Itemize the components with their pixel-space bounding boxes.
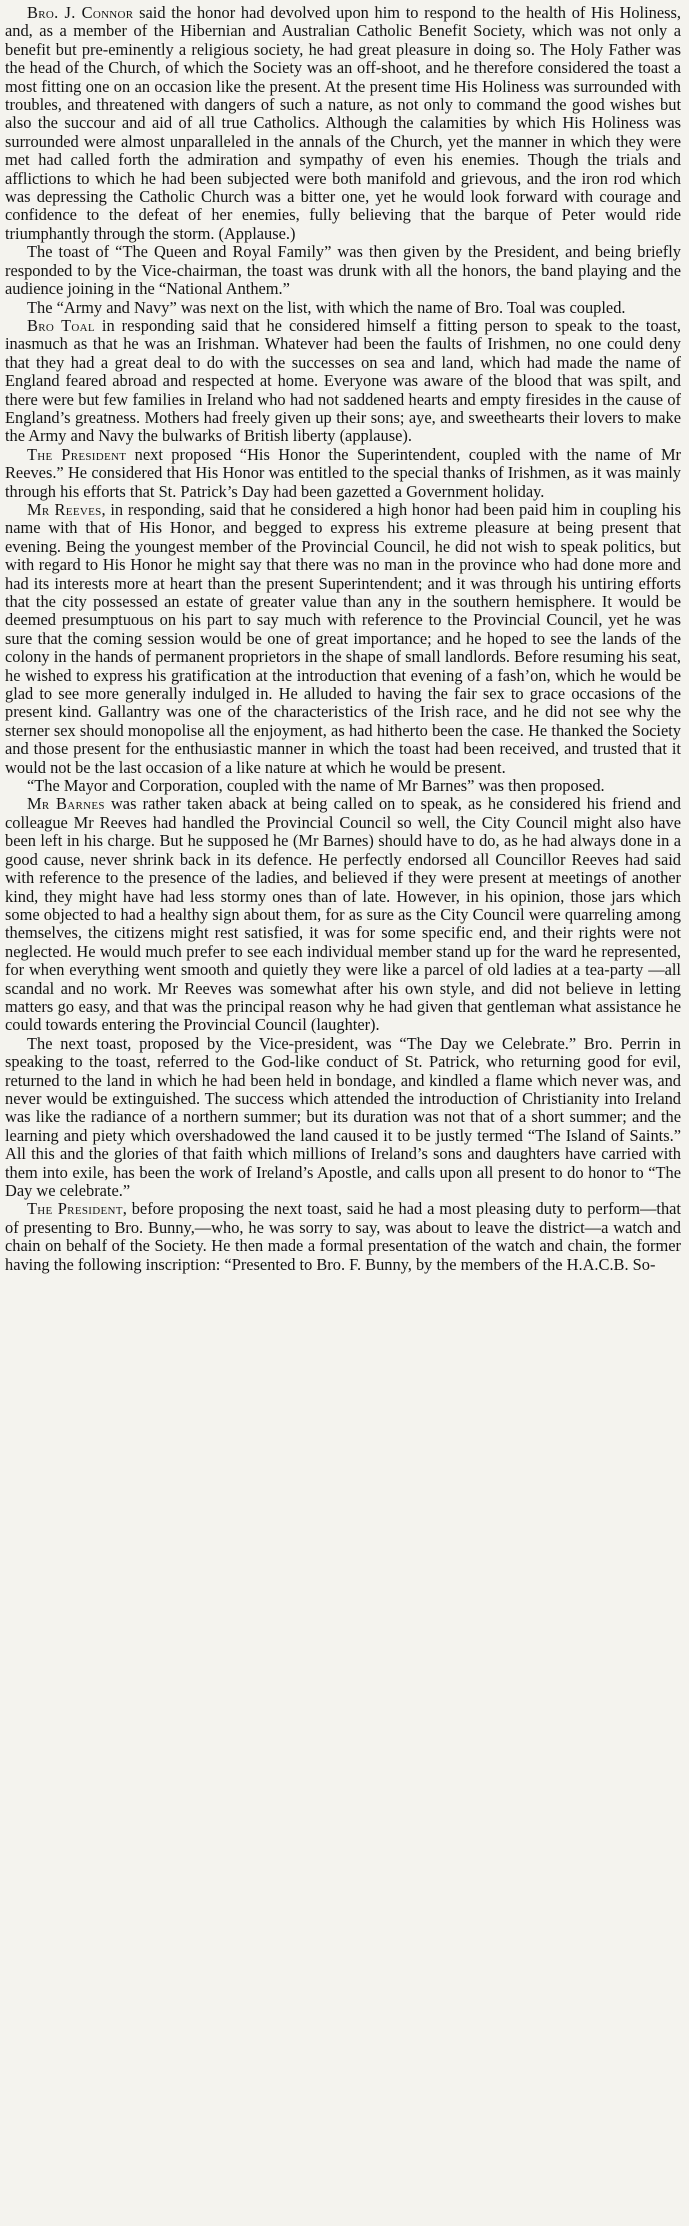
paragraph-text: in responding said that he considered himself a fitting person to speak to the toast, inasmuch as that he was an Irishman. Whatever had been the faults of Irishmen, no one could deny that they had a great deal to do with the successes on sea and land, which had made the name of England feared abroad and respected at home. Everyone was aware of the blood that was spilt, and there were but few families in Ireland who had not saddened hearts and empty firesides in the cause of England’s greatness. Mothers had freely given up their sons; aye, and sweethearts their lovers to make the Army and Navy the bulwarks of British liberty (applause). [5, 315, 681, 446]
paragraph-army-navy [5, 299, 681, 317]
paragraph-text: next proposed “His Honor the Superintendent, coupled with the name of Mr Reeves.” He considered that His Honor was entitled to the special thanks of Irishmen, as it was mainly through his efforts that St. Patrick’s Day had been gazetted a Government holiday. [5, 444, 681, 501]
article-column [5, 4, 681, 2222]
paragraph-queen-toast [5, 243, 681, 298]
paragraph-text: The toast of “The Queen and Royal Family” was then given by the President, and being briefly responded to by the Vice-chairman, the toast was drunk with all the honors, the band playing and the audience joining in the “National Anthem.” [5, 242, 681, 299]
speaker-name: Bro Toal [27, 315, 95, 335]
speaker-name: The President [27, 444, 127, 464]
speaker-name: The President [27, 1199, 123, 1219]
paragraph-text: , before proposing the next toast, said he had a most pleasing duty to perform—that of presenting to Bro. Bunny,—who, he was sorry to say, was about to leave the district—a watch and chain on behalf of the Society. He then made a formal presentation of the watch and chain, the former having the following inscription: “Presented to Bro. F. Bunny, by the members of the H.A.C.B. So- [5, 1199, 681, 1274]
speaker-name: Bro. J. Connor [27, 4, 134, 22]
paragraph-reeves [5, 501, 681, 777]
paragraph-toal [5, 317, 681, 446]
paragraph-text: , in responding, said that he considered a high honor had been paid him in coupling his name with that of His Honor, and begged to express his extreme pleasure at being present that evening. Being the youngest member of the Provincial Council, he did not wish to speak politics, but with regard to His Honor he might say that there was no man in the province who had done more and had its interests more at heart than the present Superintendent; and it was through his untiring efforts that the city possessed an estate of greater value than any in the southern hemisphere. It would be deemed presumptuous on his part to say much with reference to the Provincial Council, yet he was sure that the coming session would be one of great importance; and he hoped to see the lands of the colony in the hands of permanent proprietors in the shape of small landlords. Before resuming his seat, he wished to express his gratification at the introduction that evening of a fash’on, which he would be glad to see more generally indulged in. He alluded to having the fair sex to grace occasions of the present kind. Gallantry was one of the characteristics of the Irish race, and he did not see why the sterner sex should monopolise all the enjoyment, as had hitherto been the case. He thanked the Society and those present for the enthusiastic manner in which the toast had been received, and trusted that it would not be the last occasion of a like nature at which he would be present. [5, 499, 681, 777]
paragraph-connor [5, 4, 681, 243]
paragraph-president-superintendent [5, 446, 681, 501]
speaker-name: Mr Reeves [27, 499, 102, 519]
paragraph-text: was rather taken aback at being called on to speak, as he considered his friend and colleague Mr Reeves had handled the Provincial Council so well, the City Council might also have been left in his charge. But he supposed he (Mr Barnes) should have to do, as he had always done in a good cause, never shrink back in its defence. He perfectly endorsed all Councillor Reeves had said with reference to the presence of the ladies, and believed if they were present at meetings of another kind, they might have had less stormy ones than of late. However, in his opinion, those jars which some objected to had a healthy sign about them, for as sure as the City Council were quarreling among themselves, the citizens might rest satisfied, it was for some specific end, and their rights were not neglected. He would much prefer to see each individual member stand up for the ward he represented, for when everything went smooth and quietly they were like a parcel of old ladies at a tea-party —all scandal and no work. Mr Reeves was somewhat after his own style, and did not believe in letting matters go easy, and that was the principal reason why he had given that gentleman what assistance he could towards entering the Provincial Council (laughter). [5, 794, 681, 1035]
paragraph-mayor-toast [5, 777, 681, 795]
paragraph-text: “The Mayor and Corporation, coupled with the name of Mr Barnes” was then proposed. [27, 776, 605, 796]
paragraph-text: said the honor had devolved upon him to respond to the health of His Holiness, and, as a member of the Hibernian and Australian Catholic Benefit Society, which was not only a benefit but pre-eminently a religious society, he had great pleasure in doing so. The Holy Father was the head of the Church, of which the Society was an off-shoot, and he therefore considered the toast a most fitting one on an occasion like the present. At the present time His Holiness was surrounded with troubles, and threatened with dangers of such a nature, as not only to command the good wishes but also the succour and aid of all true Catholics. Although the calamities by which His Holiness was surrounded were almost unparalleled in the annals of the Church, yet the manner in which they were met had called forth the admiration and sympathy of even his enemies. Though the trials and afflictions to which he had been subjected were both manifold and grievous, and the iron rod which was depressing the Catholic Church was a bitter one, yet he would look forward with courage and confidence to the defeat of her enemies, fully believing that the barque of Peter would ride triumphantly through the storm. (Applause.) [5, 4, 681, 243]
paragraph-day-we-celebrate [5, 1035, 681, 1201]
speaker-name: Mr Barnes [27, 794, 105, 814]
paragraph-presentation [5, 1200, 681, 1274]
paragraph-text: The next toast, proposed by the Vice-president, was “The Day we Celebrate.” Bro. Perrin in speaking to the toast, referred to the God-like conduct of St. Patrick, who returning good for evil, returned to the land in which he had been held in bondage, and kindled a flame which never was, and never would be extinguished. The success which attended the introduction of Christianity into Ireland was like the radiance of a northern summer; but its duration was not that of a short summer; and the learning and piety which overshadowed the land caused it to be justly termed “The Island of Saints.” All this and the glories of that faith which millions of Ireland’s sons and daughters have carried with them into exile, has been the work of Ireland’s Apostle, and calls upon all present to do honor to “The Day we celebrate.” [5, 1033, 681, 1200]
paragraph-text: The “Army and Navy” was next on the list, with which the name of Bro. Toal was coupled. [27, 297, 626, 317]
paragraph-barnes [5, 795, 681, 1034]
